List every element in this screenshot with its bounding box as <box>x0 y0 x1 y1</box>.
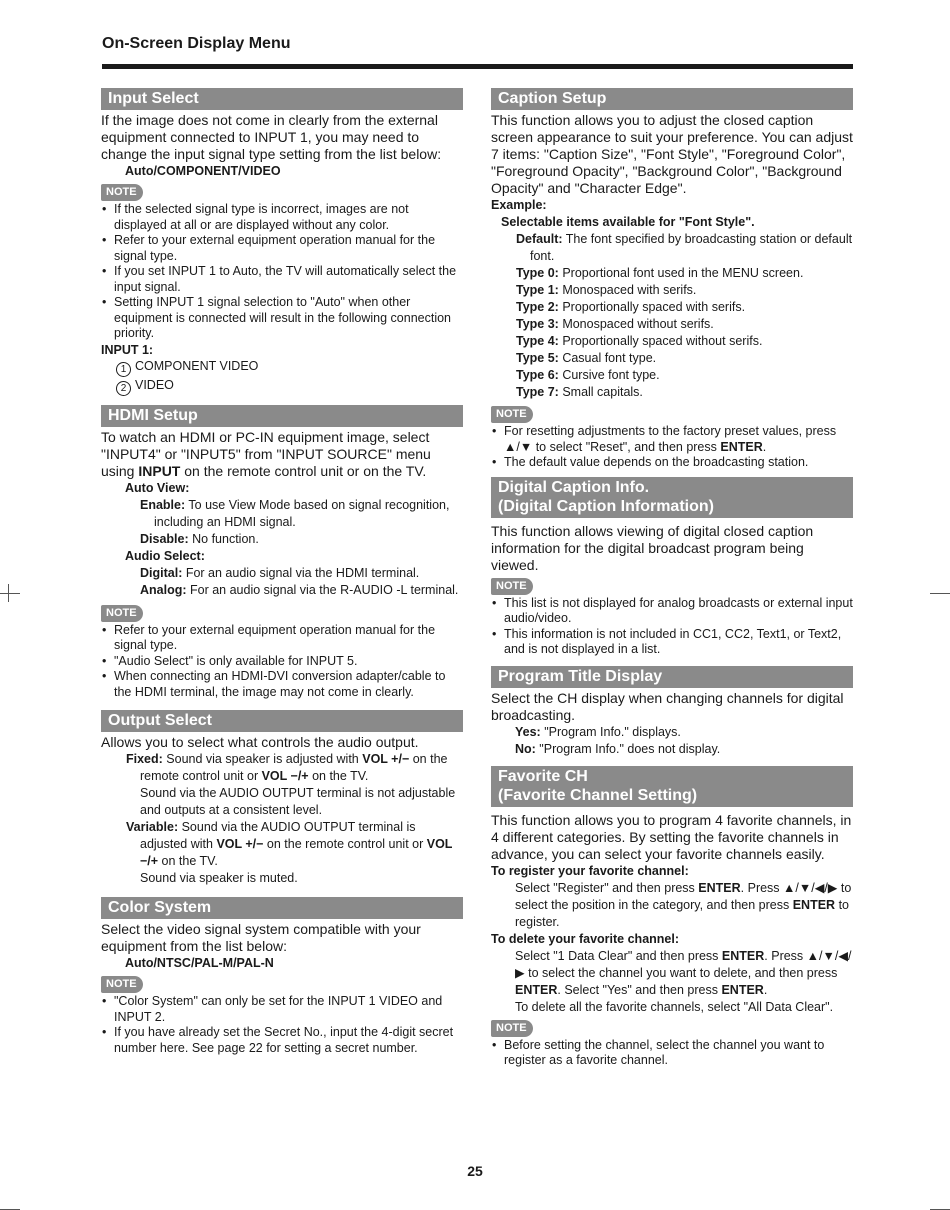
note-item: • This list is not displayed for analog broadcasts or external input audio/video. <box>491 596 853 627</box>
header-rule <box>102 64 853 69</box>
hdmi-setup-section <box>101 405 463 701</box>
page-title: On-Screen Display Menu <box>102 35 291 52</box>
font-type-item: Type 6: Cursive font type. <box>516 368 660 382</box>
font-type-item: Type 4: Proportionally spaced without serifs. <box>516 334 763 348</box>
crop-mark <box>8 584 9 602</box>
note-item: • If you have already set the Secret No., input the 4-digit secret number here. See page 22 for setting a secret number. <box>101 1025 463 1056</box>
up-down-arrows-icon: ▲/▼ <box>504 439 533 454</box>
number-circle: 1 <box>116 362 131 377</box>
disable-item: Disable: No function. <box>140 531 259 546</box>
font-type-item: Type 5: Casual font type. <box>516 351 657 365</box>
number-circle: 2 <box>116 381 131 396</box>
note-list <box>491 596 853 658</box>
section-intro: If the image does not come in clearly from the external equipment connected to INPUT 1, you may need to change the input signal type setting from the list below: <box>101 112 442 162</box>
font-type-item: Type 7: Small capitals. <box>516 385 643 399</box>
font-type-item: Type 3: Monospaced without serifs. <box>516 317 714 331</box>
direction-arrows-icon: ▲/▼/◀/▶ <box>515 948 852 980</box>
note-item: • When connecting an HDMI-DVI conversion adapter/cable to the HDMI terminal, the image may not come in clearly. <box>101 669 463 700</box>
note-item: • Refer to your external equipment operation manual for the signal type. <box>101 233 463 264</box>
right-column <box>491 88 853 1069</box>
register-label: To register your favorite channel: <box>491 863 689 878</box>
variable-extra: Sound via speaker is muted. <box>140 871 298 885</box>
fixed-extra: Sound via the AUDIO OUTPUT terminal is not adjustable and outputs at a consistent level. <box>140 786 456 817</box>
note-item: • For resetting adjustments to the factory preset values, press ▲/▼ to select "Reset", and then press ENTER. <box>491 424 853 455</box>
section-heading: Output Select <box>101 710 463 732</box>
color-system-section <box>101 897 463 1056</box>
auto-view-label: Auto View: <box>125 480 190 495</box>
note-badge: NOTE <box>101 184 143 201</box>
crop-mark <box>0 593 20 594</box>
note-badge: NOTE <box>101 605 143 622</box>
note-list <box>491 424 853 471</box>
digital-item: Digital: For an audio signal via the HDMI terminal. <box>140 565 420 580</box>
delete-instructions: Select "1 Data Clear" and then press ENTER. Press ▲/▼/◀/▶ to select the channel you want to delete, and then press ENTER. Select "Yes" and then press ENTER. <box>515 948 852 997</box>
no-item: No: "Program Info." does not display. <box>515 741 721 756</box>
analog-item: Analog: For an audio signal via the R-AUDIO -L terminal. <box>140 582 459 597</box>
note-item: • The default value depends on the broadcasting station. <box>491 455 853 471</box>
section-heading: Program Title Display <box>491 666 853 688</box>
note-list <box>101 623 463 701</box>
note-item: • "Audio Select" is only available for INPUT 5. <box>101 654 463 670</box>
font-type-item: Type 2: Proportionally spaced with serifs. <box>516 300 746 314</box>
section-intro: This function allows you to adjust the closed caption screen appearance to suit your preference. You can adjust 7 items: "Caption Size", "Font Style", "Foreground Color", "Foreground Opacity", "Background Color", "Background Opacity" and "Character Edge". <box>491 112 853 196</box>
example-label: Example: <box>491 198 547 212</box>
section-heading: Color System <box>101 897 463 919</box>
note-badge: NOTE <box>491 406 533 423</box>
favorite-ch-section <box>491 766 853 1069</box>
section-heading: Caption Setup <box>491 88 853 110</box>
note-list <box>491 1038 853 1069</box>
register-instructions: Select "Register" and then press ENTER. Press ▲/▼/◀/▶ to select the position in the category, and then press ENTER to register. <box>515 880 852 929</box>
options-list: Auto/NTSC/PAL-M/PAL-N <box>125 956 274 970</box>
digital-caption-section <box>491 477 853 658</box>
section-intro: This function allows you to program 4 favorite channels, in 4 different categories. By setting the favorite channels in advance, you can select your favorite channels easily. <box>491 811 852 862</box>
font-type-item: Default: The font specified by broadcasting station or default font. <box>516 232 853 263</box>
priority-item: 1 COMPONENT VIDEO <box>101 358 463 377</box>
direction-arrows-icon: ▲/▼/◀/▶ <box>783 880 838 895</box>
audio-select-label: Audio Select: <box>125 548 205 563</box>
note-item: • Before setting the channel, select the channel you want to register as a favorite channel. <box>491 1038 853 1069</box>
note-item: • If the selected signal type is incorrect, images are not displayed at all or are displayed without any color. <box>101 202 463 233</box>
note-item: • "Color System" can only be set for the INPUT 1 VIDEO and INPUT 2. <box>101 994 463 1025</box>
fixed-item: Fixed: Sound via speaker is adjusted with VOL +/− on the remote control unit or VOL −/+ on the TV. <box>126 752 448 783</box>
variable-item: Variable: Sound via the AUDIO OUTPUT terminal is adjusted with VOL +/− on the remote control unit or VOL −/+ on the TV. <box>126 820 453 868</box>
section-heading: Digital Caption Info. (Digital Caption Information) <box>491 477 853 518</box>
priority-item: 2 VIDEO <box>101 377 463 396</box>
section-intro: Select the CH display when changing channels for digital broadcasting. <box>491 689 844 723</box>
note-badge: NOTE <box>491 578 533 595</box>
note-item: • This information is not included in CC1, CC2, Text1, or Text2, and is not displayed in a list. <box>491 627 853 658</box>
note-item: • If you set INPUT 1 to Auto, the TV will automatically select the input signal. <box>101 264 463 295</box>
section-heading: Favorite CH (Favorite Channel Setting) <box>491 766 853 807</box>
section-intro: This function allows viewing of digital closed caption information for the digital broadcast program being viewed. <box>491 522 814 573</box>
yes-item: Yes: "Program Info." displays. <box>515 724 681 739</box>
enable-item: Enable: To use View Mode based on signal recognition, including an HDMI signal. <box>140 497 450 529</box>
note-list <box>101 994 463 1056</box>
priority-label: INPUT 1: <box>101 342 154 357</box>
font-type-item: Type 1: Monospaced with serifs. <box>516 283 697 297</box>
page-number: 25 <box>467 1163 483 1179</box>
note-list <box>101 202 463 342</box>
section-intro: To watch an HDMI or PC-IN equipment image, select "INPUT4" or "INPUT5" from "INPUT SOURCE" menu using INPUT on the remote control unit or on the TV. <box>101 428 431 479</box>
note-badge: NOTE <box>101 976 143 993</box>
delete-label: To delete your favorite channel: <box>491 931 680 946</box>
section-heading: HDMI Setup <box>101 405 463 427</box>
input-select-section <box>101 88 463 396</box>
selectable-label: Selectable items available for "Font Style". <box>501 215 755 229</box>
output-select-section <box>101 710 463 887</box>
note-item: • Refer to your external equipment operation manual for the signal type. <box>101 623 463 654</box>
crop-mark <box>930 593 950 594</box>
section-intro: Select the video signal system compatible with your equipment from the list below: <box>101 921 421 954</box>
section-intro: Allows you to select what controls the audio output. <box>101 734 419 750</box>
program-title-section <box>491 666 853 758</box>
left-column <box>101 88 463 1056</box>
section-heading: Input Select <box>101 88 463 110</box>
note-badge: NOTE <box>491 1020 533 1037</box>
note-item: • Setting INPUT 1 signal selection to "Auto" when other equipment is connected will result in the following connection priority. <box>101 295 463 342</box>
options-list: Auto/COMPONENT/VIDEO <box>125 164 281 178</box>
font-type-item: Type 0: Proportional font used in the MENU screen. <box>516 266 804 280</box>
caption-setup-section <box>491 88 853 471</box>
delete-all-text: To delete all the favorite channels, select "All Data Clear". <box>515 999 834 1014</box>
